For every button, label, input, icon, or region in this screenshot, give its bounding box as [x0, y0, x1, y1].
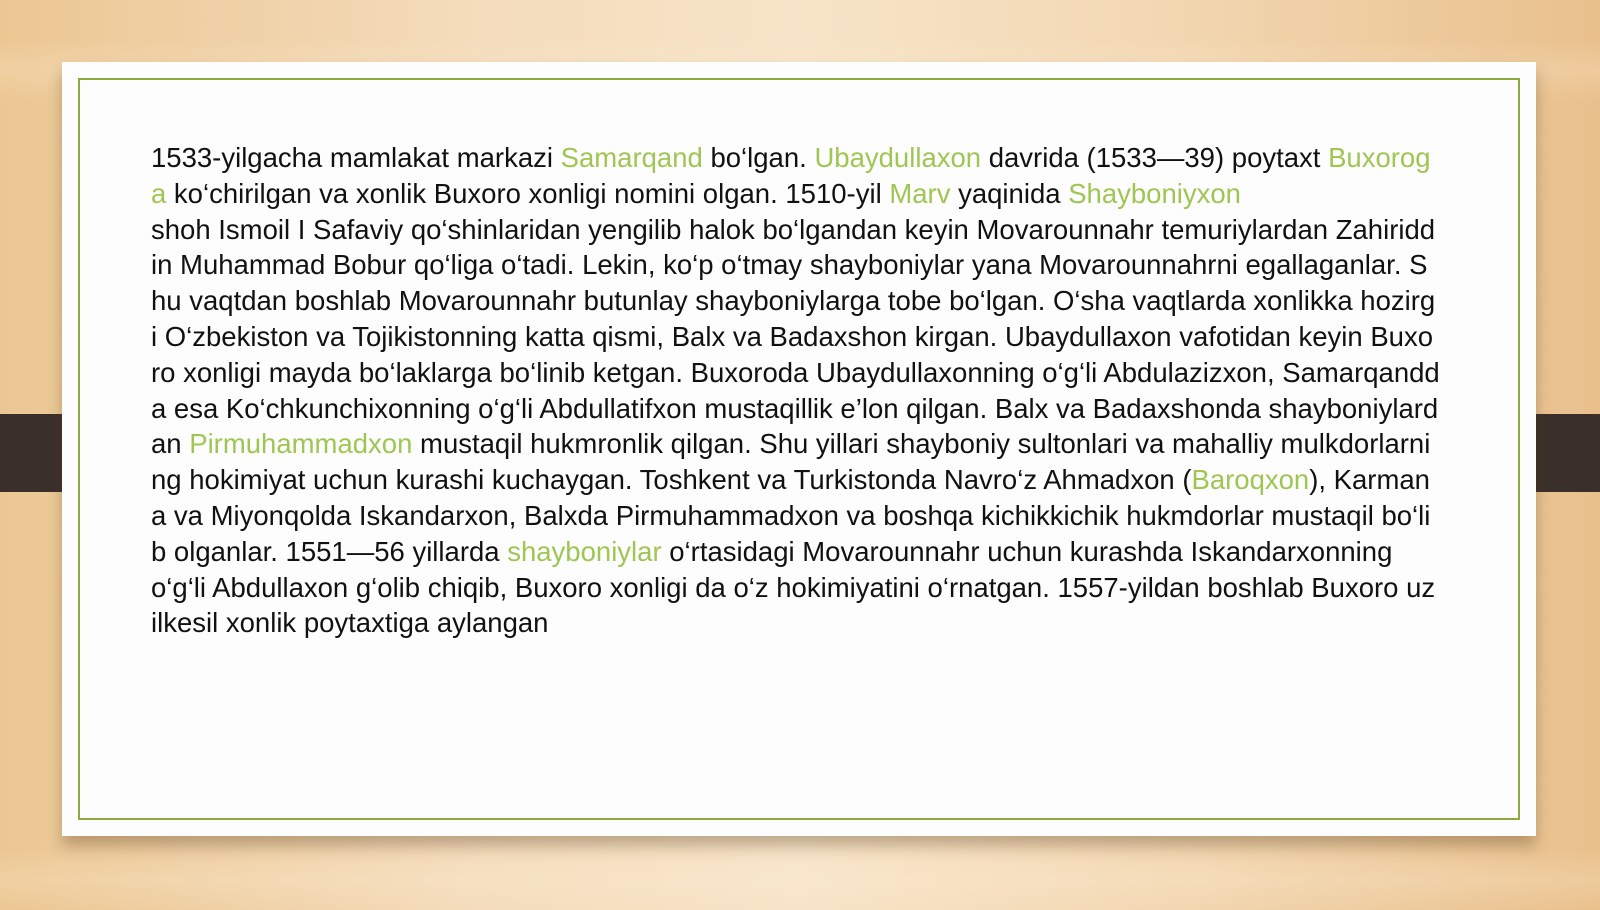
text-segment: ), Karmana va Miyonqolda Iskandarxon, Balxda Pirmuhammadxon va boshqa kichikkichik hukmdorlar mustaqil bo‘lib olganlar. 1551—56 yillarda [151, 464, 1431, 567]
text-segment: ko‘chirilgan va xonlik Buxoro xonligi nomini olgan. 1510-yil [166, 177, 890, 209]
text-segment: mustaqil hukmronlik qilgan. Shu yillari shayboniy sultonlari va mahalliy mulkdorlarning hokimiyat uchun kurashi kuchaygan. Toshkent va Turkistonda Navro‘z Ahmadxon ( [151, 428, 1431, 496]
slide-card [62, 62, 1536, 836]
text-segment: 1533-yilgacha mamlakat markazi [151, 142, 561, 173]
hyperlink-shayboniyxon[interactable]: Shayboniyxon [1068, 177, 1241, 209]
hyperlink-marv[interactable]: Marv [889, 177, 951, 209]
hyperlink-buxoroga[interactable]: Buxoroga [151, 142, 1431, 209]
text-segment: shoh Ismoil I Safaviy qo‘shinlaridan yengilib halok bo‘lgandan keyin Movarounnahr temuriylardan Zahiriddin Muhammad Bobur qo‘liga o‘tadi. Lekin, ko‘p o‘tmay shayboniylar yana Movarounnahrni egallaganlar. Shu vaqtdan boshlab Movarounnahr butunlay shayboniylarga tobe bo‘lgan. O‘sha vaqtlarda xonlikka hozirgi O‘zbekiston va Tojikistonning katta qismi, Balx va Badaxshon kirgan. Ubaydullaxon vafotidan keyin Buxoro xonligi mayda bo‘laklarga bo‘linib ketgan. Buxoroda Ubaydullaxonning o‘g‘li Abdulazizxon, Samarqandda esa Ko‘chkunchixonning o‘g‘li Abdullatifxon mustaqillik e’lon qilgan. Balx va Badaxshonda shayboniylardan [151, 213, 1440, 460]
hyperlink-baroqxon[interactable]: Baroqxon [1191, 464, 1310, 496]
wood-grain [0, 850, 1600, 910]
hyperlink-ubaydullaxon[interactable]: Ubaydullaxon [814, 142, 982, 173]
text-segment: o‘rtasidagi Movarounnahr uchun kurashda Iskandarxonning o‘g‘li Abdullaxon g‘olib chiqib, Buxoro xonligi da o‘z hokimiyatini o‘rnatgan. 1557-yildan boshlab Buxoro uzilkesil xonlik poytaxtiga aylangan [151, 535, 1436, 639]
text-segment: yaqinida [950, 177, 1069, 209]
text-segment: davrida (1533—39) poytaxt [981, 142, 1329, 173]
hyperlink-pirmuhammadxon[interactable]: Pirmuhammadxon [189, 428, 413, 460]
slide-body-text [151, 140, 1441, 641]
hyperlink-samarqand[interactable]: Samarqand [560, 142, 703, 173]
text-segment: bo‘lgan. [702, 142, 815, 173]
hyperlink-shayboniylar[interactable]: shayboniylar [507, 535, 662, 567]
